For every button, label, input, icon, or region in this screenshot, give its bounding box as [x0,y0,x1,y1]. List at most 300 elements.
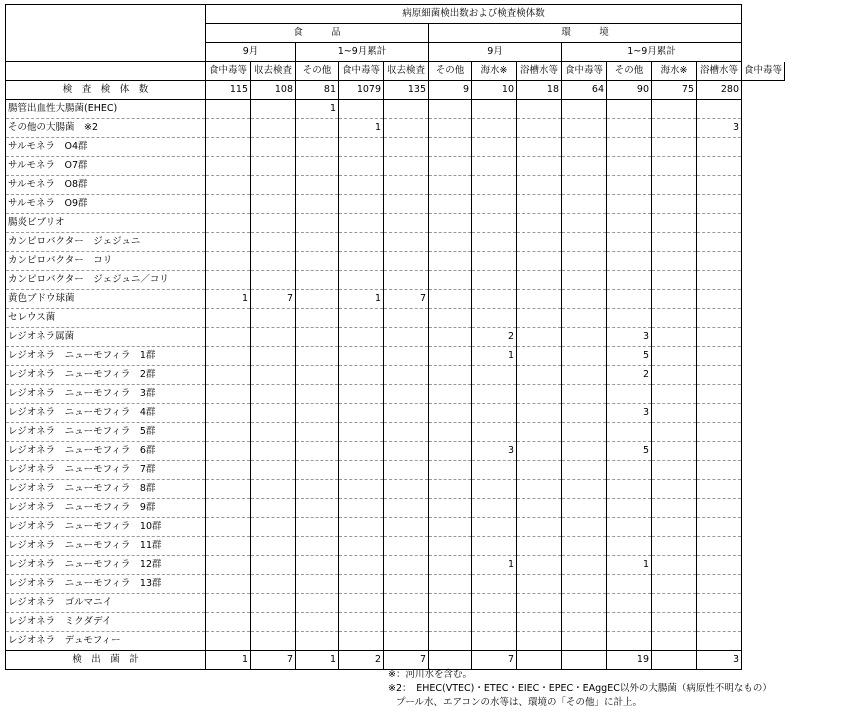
sample-count-row [6,81,785,100]
value-cell [206,176,251,195]
row-label: サルモネラ O4群 [6,138,206,157]
value-cell [384,309,429,328]
value-cell [517,195,562,214]
value-cell [206,233,251,252]
value-cell [339,385,384,404]
value-cell [517,290,562,309]
row-label: レジオネラ デュモフィー [6,632,206,651]
value-cell [296,366,339,385]
value-cell [206,632,251,651]
value-cell [697,347,742,366]
value-cell [652,366,697,385]
value-cell [429,271,472,290]
table-row [6,404,785,423]
value-cell [607,309,652,328]
value-cell [429,138,472,157]
value-cell [206,100,251,119]
header-row-title [6,5,785,24]
value-cell [429,537,472,556]
value-cell [607,214,652,233]
value-cell [697,556,742,575]
value-cell: 3 [697,119,742,138]
table-row [6,385,785,404]
value-cell [296,499,339,518]
value-cell [206,537,251,556]
value-cell [251,537,296,556]
value-cell [251,138,296,157]
col-food-poison: 食中毒等 [562,62,607,81]
value-cell [384,518,429,537]
value-cell [429,366,472,385]
value-cell [206,499,251,518]
value-cell [429,233,472,252]
row-label: サルモネラ O8群 [6,176,206,195]
value-cell [384,119,429,138]
value-cell [429,480,472,499]
value-cell [206,119,251,138]
value-cell [472,480,517,499]
value-cell [251,442,296,461]
value-cell: 19 [607,651,652,670]
table-row [6,252,785,271]
value-cell [652,575,697,594]
value-cell: 1 [339,119,384,138]
value-cell [384,138,429,157]
value-cell: 90 [607,81,652,100]
value-cell [384,480,429,499]
value-cell [384,499,429,518]
value-cell [652,328,697,347]
value-cell [517,556,562,575]
header-row-columns [6,62,785,81]
row-label: レジオネラ ニューモフィラ 3群 [6,385,206,404]
value-cell [697,632,742,651]
value-cell [472,423,517,442]
value-cell [206,480,251,499]
value-cell [697,195,742,214]
value-cell [251,100,296,119]
corner-cell [6,5,206,62]
value-cell [652,233,697,252]
value-cell [517,252,562,271]
row-label: サルモネラ O9群 [6,195,206,214]
value-cell [429,347,472,366]
env-sep-header: 9月 [429,43,562,62]
value-cell [339,100,384,119]
value-cell [562,366,607,385]
value-cell [562,290,607,309]
value-cell [697,100,742,119]
value-cell [296,613,339,632]
value-cell [517,537,562,556]
value-cell [339,423,384,442]
value-cell [652,157,697,176]
col-bath: 浴槽水等 [697,62,742,81]
value-cell [697,271,742,290]
value-cell [296,632,339,651]
value-cell [429,651,472,670]
value-cell [517,404,562,423]
value-cell [517,309,562,328]
value-cell [652,385,697,404]
row-label: レジオネラ ニューモフィラ 7群 [6,461,206,480]
value-cell: 81 [296,81,339,100]
value-cell [472,613,517,632]
value-cell [251,461,296,480]
table-row [6,214,785,233]
table-row [6,613,785,632]
value-cell: 1 [472,556,517,575]
value-cell [652,176,697,195]
col-collect: 収去検査 [251,62,296,81]
value-cell [607,195,652,214]
value-cell [429,290,472,309]
row-label: セレウス菌 [6,309,206,328]
value-cell: 108 [251,81,296,100]
value-cell [206,613,251,632]
value-cell [429,613,472,632]
table-row [6,233,785,252]
value-cell [339,271,384,290]
value-cell: 3 [472,442,517,461]
value-cell [296,347,339,366]
value-cell: 3 [607,328,652,347]
value-cell [652,442,697,461]
value-cell [251,214,296,233]
value-cell [517,347,562,366]
value-cell [429,195,472,214]
row-label: レジオネラ ニューモフィラ 5群 [6,423,206,442]
value-cell [384,575,429,594]
value-cell [251,404,296,423]
value-cell: 3 [607,404,652,423]
value-cell [251,309,296,328]
value-cell [206,385,251,404]
value-cell: 1 [296,651,339,670]
table-row [6,632,785,651]
value-cell [206,518,251,537]
value-cell [296,195,339,214]
value-cell [562,651,607,670]
value-cell [697,366,742,385]
row-label: 検 出 菌 計 [6,651,206,670]
value-cell [697,233,742,252]
value-cell [384,537,429,556]
row-label: レジオネラ ニューモフィラ 1群 [6,347,206,366]
value-cell [607,518,652,537]
value-cell [652,480,697,499]
value-cell [206,328,251,347]
value-cell [429,119,472,138]
value-cell [697,252,742,271]
value-cell [384,328,429,347]
table-row [6,347,785,366]
value-cell [697,518,742,537]
value-cell [517,119,562,138]
value-cell [339,195,384,214]
value-cell [296,328,339,347]
value-cell [429,252,472,271]
row-label: レジオネラ ニューモフィラ 4群 [6,404,206,423]
value-cell [607,271,652,290]
table-row [6,309,785,328]
value-cell [339,461,384,480]
value-cell [296,176,339,195]
value-cell [517,480,562,499]
value-cell [607,176,652,195]
value-cell [607,119,652,138]
value-cell [697,385,742,404]
value-cell [251,119,296,138]
value-cell [697,461,742,480]
value-cell [384,100,429,119]
value-cell [251,233,296,252]
value-cell [517,138,562,157]
value-cell [429,423,472,442]
value-cell: 1 [472,347,517,366]
value-cell [251,366,296,385]
value-cell [384,461,429,480]
value-cell [562,214,607,233]
value-cell [697,499,742,518]
value-cell [296,480,339,499]
value-cell [296,119,339,138]
value-cell [697,613,742,632]
value-cell [517,366,562,385]
value-cell [384,594,429,613]
value-cell [206,309,251,328]
value-cell: 7 [384,651,429,670]
value-cell [206,366,251,385]
value-cell [339,556,384,575]
value-cell [429,404,472,423]
value-cell [339,176,384,195]
value-cell [607,385,652,404]
value-cell [652,271,697,290]
value-cell [251,632,296,651]
value-cell [384,423,429,442]
value-cell [384,404,429,423]
value-cell [652,347,697,366]
col-bath: 浴槽水等 [517,62,562,81]
value-cell [517,594,562,613]
value-cell [562,157,607,176]
value-cell [472,214,517,233]
value-cell: 1 [607,556,652,575]
value-cell [607,100,652,119]
env-cum-header: 1~9月累計 [562,43,742,62]
table-row [6,271,785,290]
value-cell [384,214,429,233]
value-cell [251,176,296,195]
value-cell [652,100,697,119]
value-cell [652,214,697,233]
table-row [6,537,785,556]
value-cell [384,252,429,271]
value-cell [697,537,742,556]
value-cell [206,252,251,271]
value-cell [607,423,652,442]
value-cell [562,195,607,214]
value-cell [697,290,742,309]
value-cell: 1 [206,651,251,670]
value-cell [697,138,742,157]
table-row [6,100,785,119]
value-cell [296,537,339,556]
value-cell [697,404,742,423]
value-cell [652,423,697,442]
value-cell [251,499,296,518]
table-row [6,195,785,214]
value-cell [296,594,339,613]
value-cell [384,385,429,404]
value-cell [296,157,339,176]
row-label: レジオネラ ニューモフィラ 10群 [6,518,206,537]
table-row [6,366,785,385]
value-cell [206,442,251,461]
main-title: 病原細菌検出数および検査検体数 [206,5,742,24]
value-cell [607,233,652,252]
value-cell: 18 [517,81,562,100]
value-cell [652,138,697,157]
value-cell [429,461,472,480]
value-cell [697,594,742,613]
value-cell [652,290,697,309]
value-cell [206,271,251,290]
value-cell [697,157,742,176]
value-cell [206,594,251,613]
value-cell [652,499,697,518]
value-cell: 7 [384,290,429,309]
value-cell [562,575,607,594]
value-cell [206,404,251,423]
value-cell [384,176,429,195]
value-cell [517,651,562,670]
table-row [6,138,785,157]
footnote-pool: プール水、エアコンの水等は、環境の「その他」に計上。 [396,697,643,708]
col-collect: 収去検査 [384,62,429,81]
value-cell [339,309,384,328]
row-label: カンピロバクター ジェジュニ [6,233,206,252]
value-cell [339,404,384,423]
value-cell [251,271,296,290]
value-cell [697,309,742,328]
row-label: カンピロバクター ジェジュニ／コリ [6,271,206,290]
pathogen-table [5,4,785,670]
value-cell [296,214,339,233]
value-cell [697,480,742,499]
value-cell [429,385,472,404]
table-row [6,328,785,347]
value-cell [517,461,562,480]
value-cell [429,442,472,461]
value-cell [339,347,384,366]
value-cell [652,252,697,271]
value-cell [339,632,384,651]
value-cell [607,499,652,518]
value-cell [429,309,472,328]
footnotes [388,668,772,710]
col-food-poison: 食中毒等 [206,62,251,81]
value-cell [251,518,296,537]
value-cell [429,214,472,233]
value-cell [339,518,384,537]
value-cell [251,575,296,594]
table-row [6,594,785,613]
value-cell [517,499,562,518]
value-cell [517,176,562,195]
value-cell: 1079 [339,81,384,100]
value-cell: 2 [339,651,384,670]
value-cell [652,404,697,423]
value-cell: 9 [429,81,472,100]
value-cell [652,309,697,328]
value-cell [472,366,517,385]
row-label: 腸炎ビブリオ [6,214,206,233]
value-cell [652,195,697,214]
value-cell [251,157,296,176]
value-cell [517,233,562,252]
value-cell [296,404,339,423]
row-label: レジオネラ ニューモフィラ 13群 [6,575,206,594]
value-cell [429,157,472,176]
col-other: その他 [607,62,652,81]
value-cell: 1 [339,290,384,309]
value-cell [206,347,251,366]
value-cell [339,252,384,271]
value-cell [517,518,562,537]
row-label: レジオネラ ニューモフィラ 11群 [6,537,206,556]
value-cell [206,195,251,214]
row-label: サルモネラ O7群 [6,157,206,176]
value-cell [697,423,742,442]
value-cell [384,613,429,632]
row-label: その他の大腸菌 ※2 [6,119,206,138]
table-row [6,518,785,537]
col-food-poison: 食中毒等 [742,62,785,81]
value-cell [607,480,652,499]
value-cell [384,157,429,176]
value-cell [429,594,472,613]
value-cell [517,328,562,347]
value-cell [562,252,607,271]
value-cell [472,138,517,157]
col-food-poison: 食中毒等 [339,62,384,81]
value-cell [472,632,517,651]
value-cell [206,423,251,442]
value-cell [562,119,607,138]
value-cell [652,461,697,480]
value-cell [607,537,652,556]
col-other: その他 [296,62,339,81]
value-cell: 2 [472,328,517,347]
value-cell [296,271,339,290]
value-cell [562,556,607,575]
value-cell [339,233,384,252]
table-row [6,290,785,309]
value-cell [472,575,517,594]
table-row [6,119,785,138]
value-cell [607,632,652,651]
table-row [6,461,785,480]
value-cell [562,518,607,537]
value-cell [472,461,517,480]
value-cell [339,442,384,461]
value-cell [251,613,296,632]
value-cell [652,594,697,613]
value-cell [296,442,339,461]
food-sep-header: 9月 [206,43,296,62]
